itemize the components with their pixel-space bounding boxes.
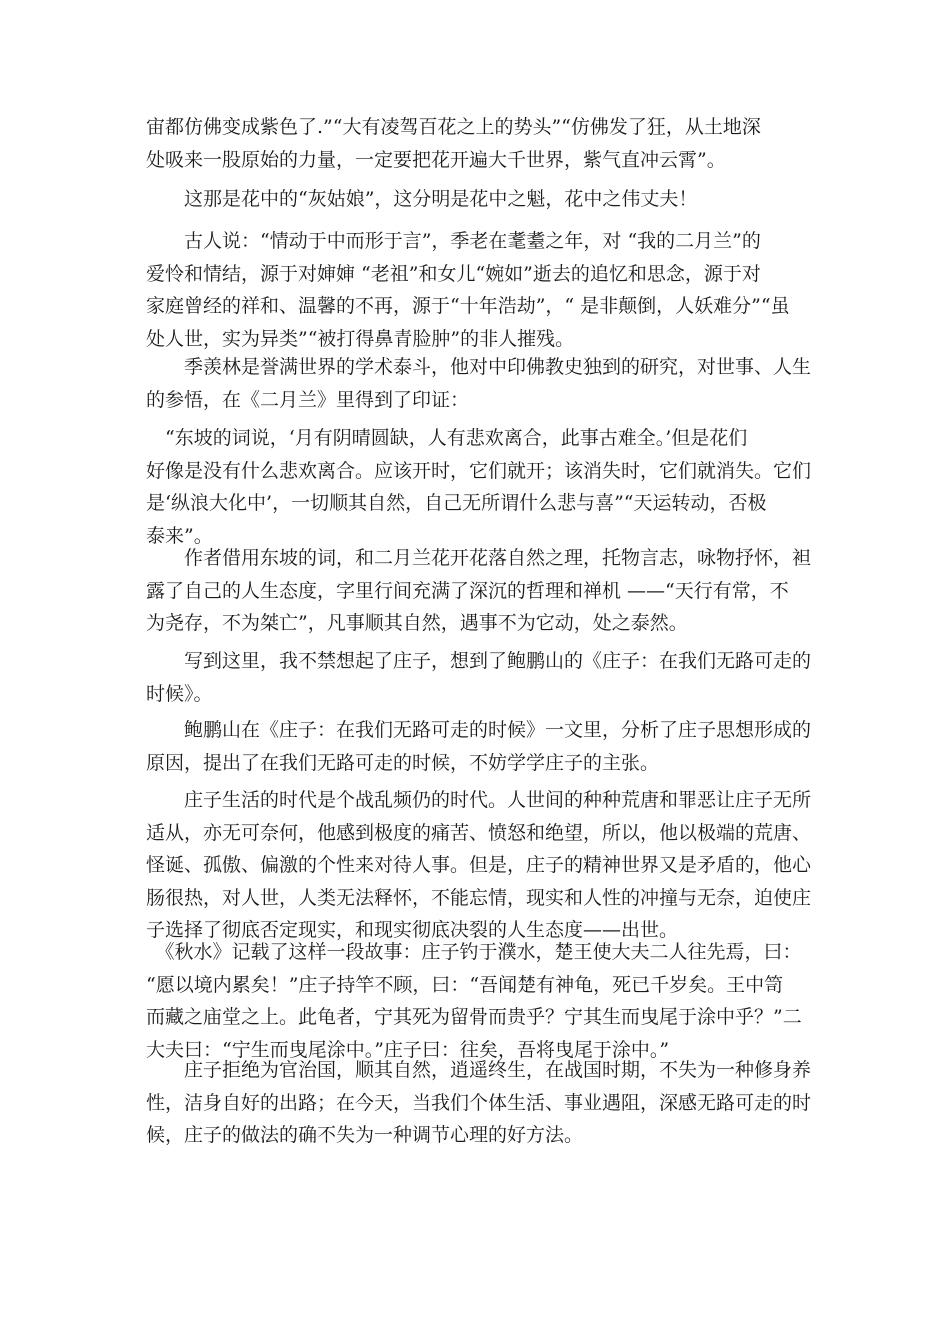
paragraph-4 — [146, 351, 812, 416]
text-line: 《秋水》记载了这样一段故事：庄子钓于濮水，楚王使大夫二人往先焉，曰： — [146, 941, 802, 963]
text-line: 大夫曰：“宁生而曳尾涂中。”庄子曰：往矣，吾将曳尾于涂中。” — [146, 1038, 670, 1061]
text-line: 这那是花中的“灰姑娘”，这分明是花中之魁，花中之伟丈夫！ — [146, 188, 698, 210]
paragraph-8 — [146, 714, 812, 779]
text-line: “愿以境内累矣！”庄子持竿不顾，曰：“吾闻楚有神龟，死已千岁矣。王中笥 — [146, 973, 784, 996]
text-line: 而藏之庙堂之上。此龟者，宁其死为留骨而贵乎？宁其生而曳尾于涂中乎？”二 — [146, 1006, 802, 1028]
text-line: “东坡的词说，‘月有阴晴圆缺，人有悲欢离合，此事古难全。’但是花们 — [146, 427, 748, 449]
text-line: 露了自己的人生态度，字里行间充满了深沉的哲理和禅机 ——“天行有常，不 — [146, 579, 789, 602]
text-line: 鲍鹏山在《庄子：在我们无路可走的时候》一文里，分析了庄子思想形成的 — [146, 719, 812, 741]
paragraph-7 — [146, 645, 812, 710]
text-line: 泰来”。 — [146, 524, 213, 547]
paragraph-3 — [146, 225, 806, 355]
paragraph-9 — [146, 784, 812, 947]
text-line: 是‘纵浪大化中’，一切顺其自然，自己无所谓什么悲与喜”“天运转动，否极 — [146, 492, 767, 514]
text-line: 适从，亦无可奈何，他感到极度的痛苦、愤怒和绝望，所以，他以极端的荒唐、 — [146, 821, 812, 844]
text-line: 为尧存，不为桀亡”，凡事顺其自然，遇事不为它动，处之泰然。 — [146, 612, 688, 634]
text-line: 性，洁身自好的出路；在今天，当我们个体生活、事业遇阻，深感无路可走的时 — [146, 1091, 812, 1114]
paragraph-11 — [146, 1054, 812, 1152]
paragraph-1 — [146, 111, 806, 176]
text-line: 时候》。 — [146, 682, 213, 705]
text-line: 写到这里，我不禁想起了庄子，想到了鲍鹏山的《庄子：在我们无路可走的 — [146, 650, 812, 672]
text-line: 庄子拒绝为官治国，顺其自然，逍遥终生，在战国时期，不失为一种修身养 — [146, 1059, 812, 1081]
text-line: 作者借用东坡的词，和二月兰花开花落自然之理，托物言志，咏物抒怀，袒 — [146, 547, 812, 569]
text-line: 庄子生活的时代是个战乱频仍的时代。人世间的种种荒唐和罪恶让庄子无所 — [146, 789, 812, 811]
text-line: 怪诞、孤傲、偏激的个性来对待人事。但是，庄子的精神世界又是矛盾的，他心 — [146, 854, 812, 876]
text-line: 好像是没有什么悲欢离合。应该开时，它们就开；该消失时，它们就消失。它们 — [146, 459, 812, 482]
text-line: 季羡林是誉满世界的学术泰斗，他对中印佛教史独到的研究，对世事、人生 — [146, 356, 812, 378]
paragraph-6 — [146, 542, 812, 640]
text-line: 处人世，实为异类”“被打得鼻青脸肿”的非人摧残。 — [146, 327, 575, 350]
paragraph-5-quote — [146, 422, 812, 552]
text-line: 宙都仿佛变成紫色了.”“大有凌驾百花之上的势头”“仿佛发了狂，从土地深 — [146, 116, 761, 138]
text-line: 处吸来一股原始的力量，一定要把花开遍大千世界，紫气直冲云霄”。 — [146, 148, 726, 171]
text-line: 肠很热，对人世，人类无法释怀，不能忘情，现实和人性的冲撞与无奈，迫使庄 — [146, 886, 812, 909]
text-line: 古人说：“情动于中而形于言”，季老在耄耋之年，对 “我的二月兰”的 — [146, 230, 761, 252]
text-line: 原因，提出了在我们无路可走的时候，不妨学学庄子的主张。 — [146, 751, 660, 774]
paragraph-2 — [146, 183, 806, 216]
text-line: 的参悟，在《二月兰》里得到了印证： — [146, 388, 470, 411]
text-line: 子选择了彻底否定现实，和现实彻底决裂的人生态度——出世。 — [146, 919, 679, 941]
paragraph-10-story — [146, 936, 806, 1066]
text-line: 家庭曾经的祥和、温馨的不再，源于“十年浩劫”，“ 是非颠倒，人妖难分”“虽 — [146, 295, 790, 317]
text-line: 候，庄子的做法的确不失为一种调节心理的好方法。 — [146, 1124, 584, 1146]
text-line: 爱怜和情结，源于对婶婶 “老祖”和女儿“婉如”逝去的追忆和思念，源于对 — [146, 262, 761, 285]
